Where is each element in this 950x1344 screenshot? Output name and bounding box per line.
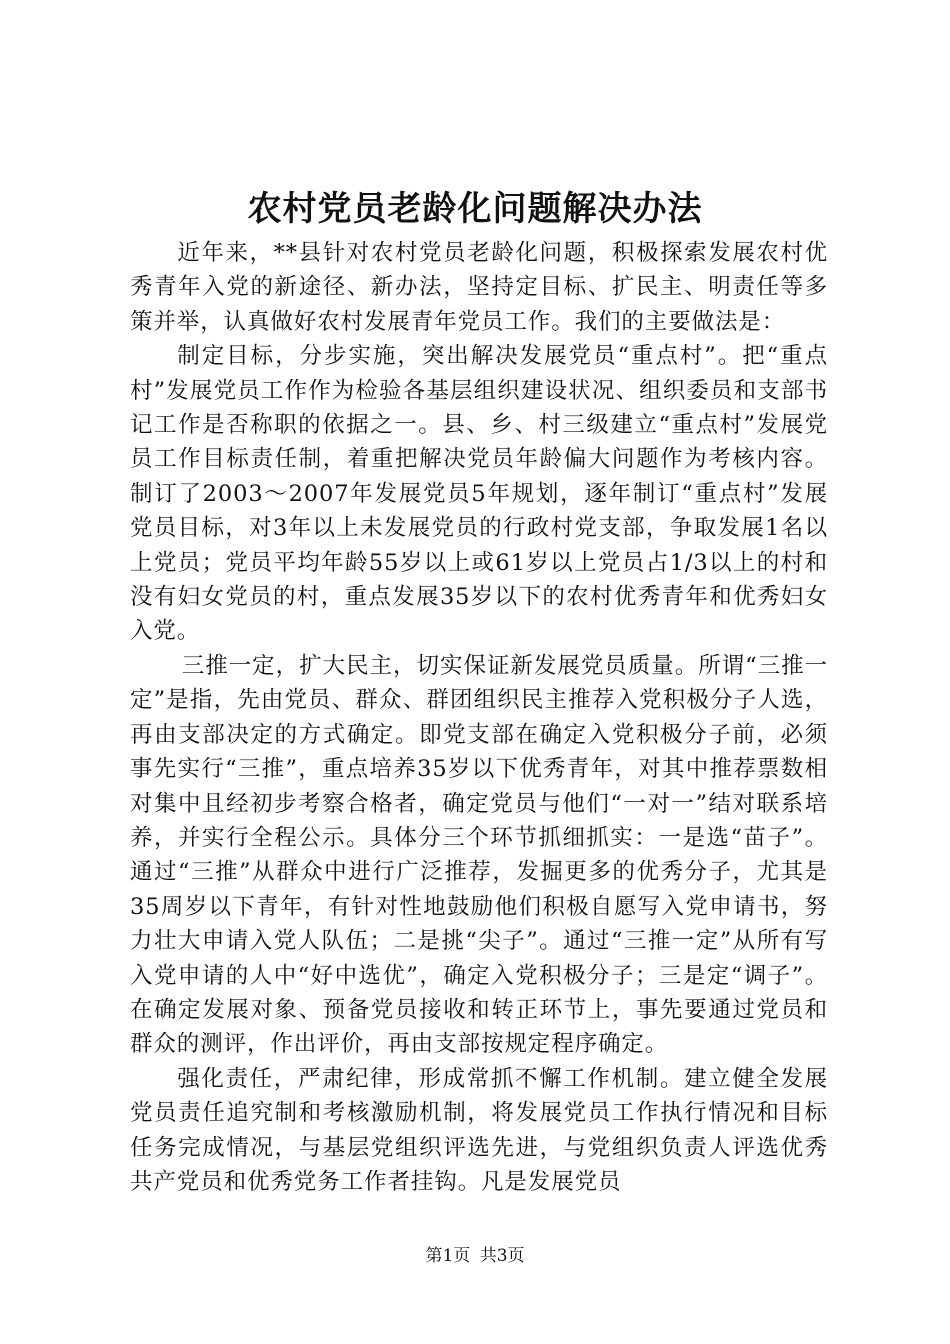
paragraph-responsibility: 强化责任，严肃纪律，形成常抓不懈工作机制。建立健全发展党员责任追究制和考核激励机制，将发展党员工作执行情况和目标任务完成情况，与基层党组织评选先进，与党组织负责人评选优秀共产党员和优秀党务工作者挂钩。凡是发展党员 [130, 1065, 828, 1195]
page-total: 共3页 [479, 1246, 525, 1266]
page-footer [0, 1244, 950, 1268]
paragraph-intro: 近年来，**县针对农村党员老龄化问题，积极探索发展农村优秀青年入党的新途径、新办法，坚持定目标、扩民主、明责任等多策并举，认真做好农村发展青年党员工作。我们的主要做法是： [130, 240, 828, 335]
paragraph-three-recommendations: 三推一定，扩大民主，切实保证新发展党员质量。所谓“三推一定”是指，先由党员、群众、群团组织民主推荐入党积极分子人选，再由支部决定的方式确定。即党支部在确定入党积极分子前，必须事先实行“三推”，重点培养35岁以下优秀青年，对其中推荐票数相对集中且经初步考察合格者，确定党员与他们“一对一”结对联系培养，并实行全程公示。具体分三个环节抓细抓实：一是选“苗子”。通过“三推”从群众中进行广泛推荐，发掘更多的优秀分子，尤其是35周岁以下青年，有针对性地鼓励他们积极自愿写入党申请书，努力壮大申请入党人队伍；二是挑“尖子”。通过“三推一定”从所有写入党申请的人中“好中选优”，确定入党积极分子；三是定“调子”。在确定发展对象、预备党员接收和转正环节上，事先要通过党员和群众的测评，作出评价，再由支部按规定程序确定。 [130, 652, 828, 1058]
paragraph-targets: 制定目标，分步实施，突出解决发展党员“重点村”。把“重点村”发展党员工作作为检验各基层组织建设状况、组织委员和支部书记工作是否称职的依据之一。县、乡、村三级建立“重点村”发展党员工作目标责任制，着重把解决党员年龄偏大问题作为考核内容。制订了2003～2007年发展党员5年规划，逐年制订“重点村”发展党员目标，对3年以上未发展党员的行政村党支部，争取发展1名以上党员；党员平均年龄55岁以上或61岁以上党员占1/3以上的村和没有妇女党员的村，重点发展35岁以下的农村优秀青年和优秀妇女入党。 [130, 343, 828, 645]
page-number: 第1页 [425, 1246, 471, 1266]
document-body [130, 236, 828, 1199]
document-title: 农村党员老龄化问题解决办法 [247, 189, 703, 229]
